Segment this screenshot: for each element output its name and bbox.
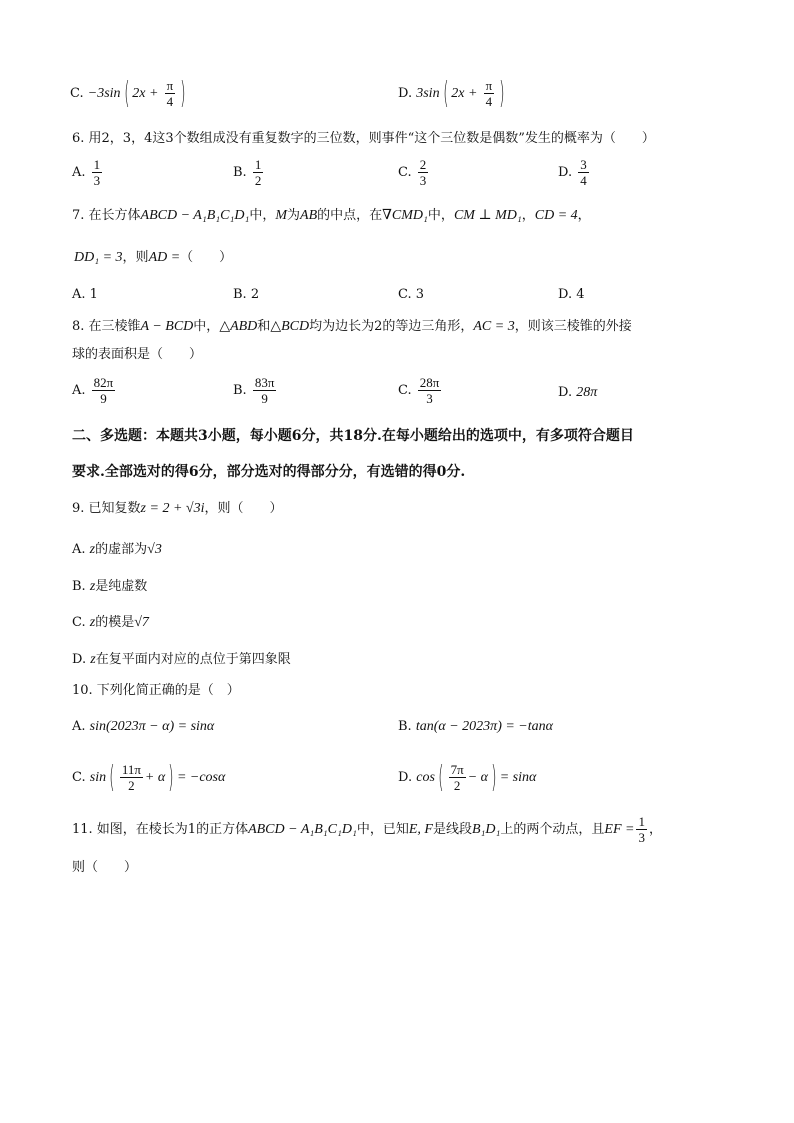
q9-stem: 9. 已知复数z = 2 + √3i，则（ ） <box>72 501 283 516</box>
q10-stem: 10. 下列化简正确的是（ ） <box>72 683 240 698</box>
q9-option-b: B. z是纯虚数 <box>72 579 148 594</box>
q6-option-b: B. $\frac{1}{2}$ <box>233 157 262 188</box>
q5-option-d: D. 3sin ( 2x + $\frac{\pi}{4}$ ) <box>398 75 505 111</box>
q10-option-d: D. cos ( $\frac{7\pi}{2}$ − α ) = sinα <box>398 759 537 795</box>
q8-option-d: D. 28π <box>558 385 598 400</box>
q7-option-c: C. 3 <box>398 287 425 302</box>
q8-option-c: C. $\frac{28\pi}{3}$ <box>398 375 440 406</box>
q10-option-c: C. sin ( $\frac{11\pi}{2}$ + α ) = −cosα <box>72 759 226 795</box>
q8-option-a: A. $\frac{82\pi}{9}$ <box>72 375 114 406</box>
section2-heading-line2: 要求.全部选对的得6分，部分选对的得部分分，有选错的得0分. <box>72 464 466 480</box>
q6-stem: 6. 用2，3，4这3个数组成没有重复数字的三位数，则事件“这个三位数是偶数”发生的概率为（ ） <box>72 131 655 146</box>
q6-option-c: C. $\frac{2}{3}$ <box>398 157 427 188</box>
q7-option-a: A. 1 <box>72 287 98 302</box>
q7-option-b: B. 2 <box>233 287 260 302</box>
q8-option-b: B. $\frac{83\pi}{9}$ <box>233 375 275 406</box>
q11-stem-line2: 则（ ） <box>72 860 138 875</box>
q6-option-d: D. $\frac{3}{4}$ <box>558 157 587 188</box>
q10-option-a: A. sin(2023π − α) = sinα <box>72 719 215 734</box>
q9-option-c: C. z的模是√7 <box>72 615 149 630</box>
q7-option-d: D. 4 <box>558 287 585 302</box>
q8-stem-line1: 8. 在三棱锥A − BCD中，△ABD和△BCD均为边长为2的等边三角形，AC = 3，则该三棱锥的外接 <box>72 319 632 334</box>
section2-heading-line1: 二、多选题：本题共3小题，每小题6分，共18分.在每小题给出的选项中，有多项符合题目 <box>72 428 634 444</box>
q8-stem-line2: 球的表面积是（ ） <box>72 347 203 362</box>
q5-option-c: C. −3sin ( 2x + $\frac{\pi}{4}$ ) <box>70 75 186 111</box>
q10-option-b: B. tan(α − 2023π) = −tanα <box>398 719 553 734</box>
q9-option-a: A. z的虚部为√3 <box>72 542 162 557</box>
q6-option-a: A. $\frac{1}{3}$ <box>72 157 101 188</box>
q11-stem-line1: 11. 如图，在棱长为1的正方体ABCD − A₁B₁C₁D₁中，已知E, F是线段B₁D₁上的两个动点，且EF = $\frac{1}{3}$ ， <box>72 814 662 845</box>
q7-stem-line2: DD₁ = 3，则AD =（ ） <box>74 250 233 265</box>
q9-option-d: D. z在复平面内对应的点位于第四象限 <box>72 652 291 667</box>
q7-stem-line1: 7. 在长方体ABCD − A₁B₁C₁D₁中，M为AB的中点，在∇CMD₁中，CM ⊥ MD₁，CD = 4， <box>72 208 591 223</box>
